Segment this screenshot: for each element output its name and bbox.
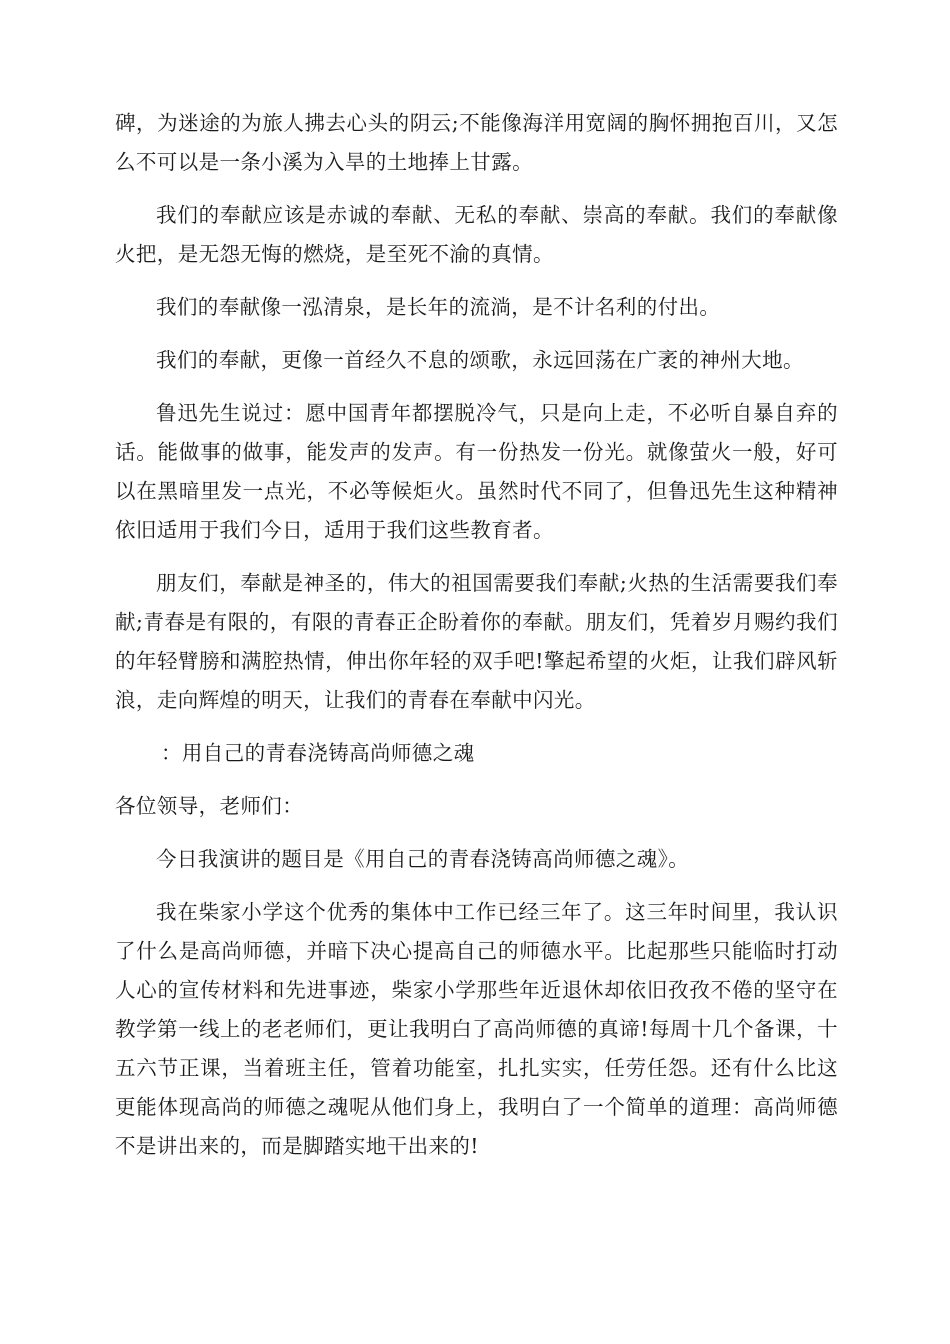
paragraph-song-metaphor: 我们的奉献，更像一首经久不息的颂歌，永远回荡在广袤的神州大地。 (156, 348, 804, 372)
paragraph-dedication-nature: 我们的奉献应该是赤诚的奉献、无私的奉献、崇高的奉献。我们的奉献像火把，是无怨无悔的燃烧，是至死不渝的真情。 (115, 203, 838, 266)
paragraph-school-experience: 我在柴家小学这个优秀的集体中工作已经三年了。这三年时间里，我认识了什么是高尚师德，并暗下决心提高自己的师德水平。比起那些只能临时打动人心的宣传材料和先进事迹，柴家小学那些年近退休却依旧孜孜不倦的坚守在教学第一线上的老老师们，更让我明白了高尚师德的真谛!每周十几个备课，十五六节正课，当着班主任，管着功能室，扎扎实实，任劳任怨。还有什么比这更能体现高尚的师德之魂呢从他们身上，我明白了一个简单的道理：高尚师德不是讲出来的，而是脚踏实地干出来的! (115, 900, 838, 1158)
salutation: 各位领导，老师们： (115, 794, 304, 818)
paragraph-spring-metaphor: 我们的奉献像一泓清泉，是长年的流淌，是不计名利的付出。 (156, 295, 721, 319)
paragraph-continuation: 碑，为迷途的为旅人拂去心头的阴云;不能像海洋用宽阔的胸怀拥抱百川，又怎么不可以是一条小溪为入旱的土地捧上甘露。 (115, 111, 838, 174)
document-page (115, 104, 838, 1180)
section-title: ：用自己的青春浇铸高尚师德之魂 (161, 741, 475, 765)
paragraph-lu-xun-quote: 鲁迅先生说过：愿中国青年都摆脱冷气，只是向上走，不必听自暴自弃的话。能做事的做事，能发声的发声。有一份热发一份光。就像萤火一般，好可以在黑暗里发一点光，不必等候炬火。虽然时代不同了，但鲁迅先生这种精神依旧适用于我们今日，适用于我们这些教育者。 (115, 401, 838, 542)
paragraph-friends-call: 朋友们，奉献是神圣的，伟大的祖国需要我们奉献;火热的生活需要我们奉献;青春是有限的，有限的青春正企盼着你的奉献。朋友们，凭着岁月赐约我们的年轻臂膀和满腔热情，伸出你年轻的双手吧!擎起希望的火炬，让我们辟风斩浪，走向辉煌的明天，让我们的青春在奉献中闪光。 (115, 571, 838, 712)
paragraph-speech-topic: 今日我演讲的题目是《用自己的青春浇铸高尚师德之魂》。 (156, 847, 690, 871)
